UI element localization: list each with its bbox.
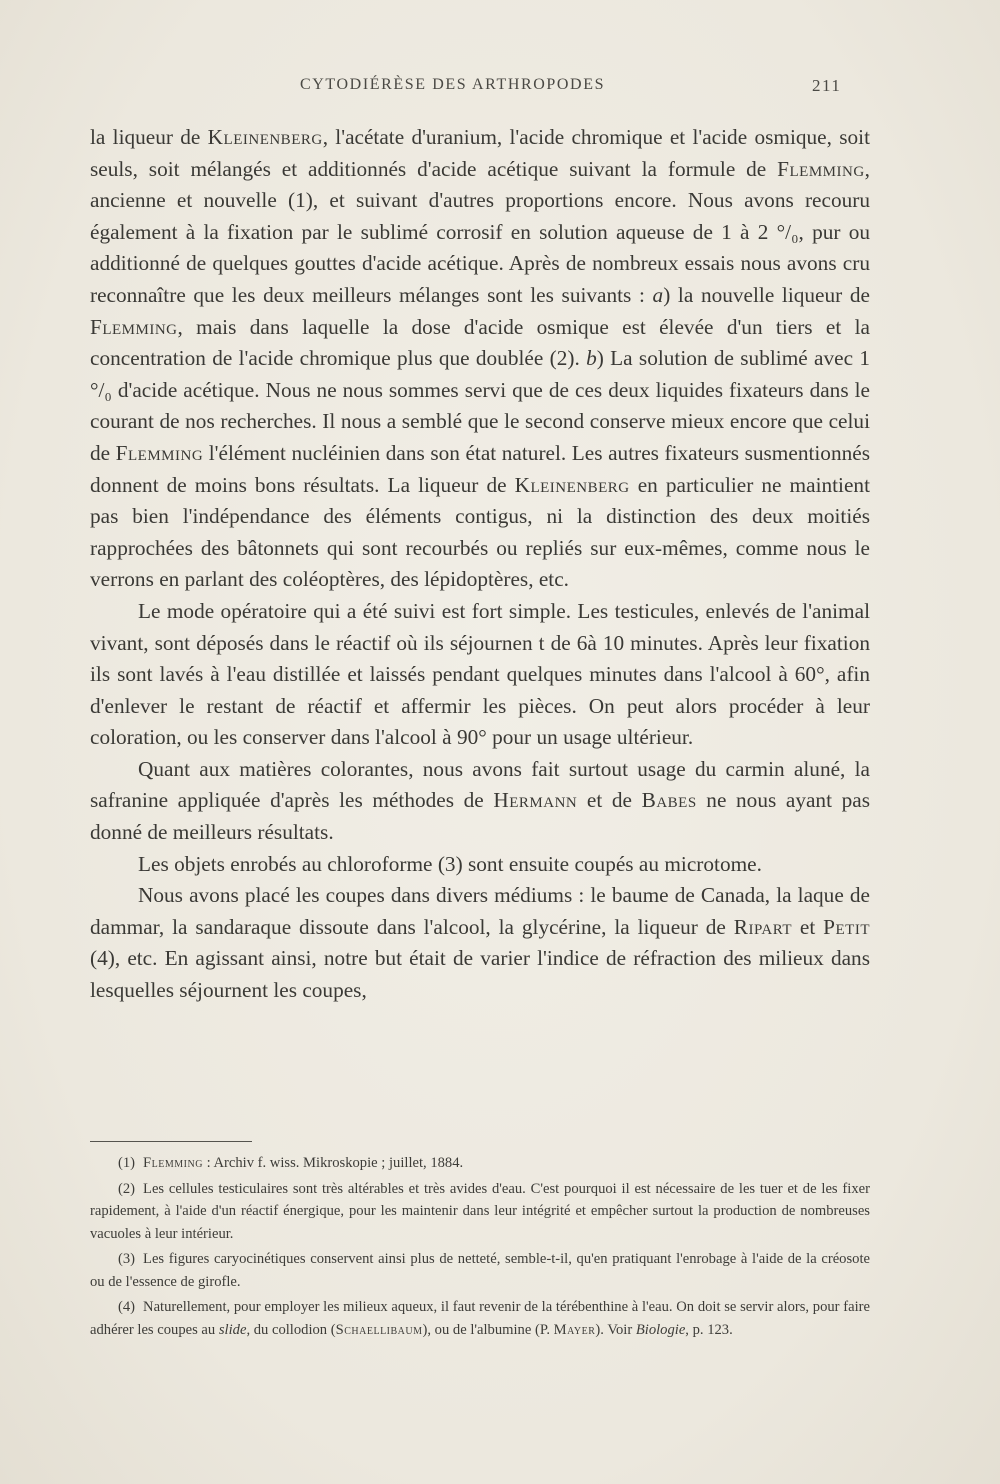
author-name: Mayer — [553, 1321, 596, 1338]
body-text — [90, 122, 870, 1007]
footnote-mark: (3) — [118, 1251, 136, 1267]
footnote-4: (4) Naturellement, pour employer les milieux aqueux, il faut revenir de la térébenthine à l'eau. On doit se servir alors, pour faire adhérer les coupes au slide, du collodion (Schaellibaum), ou de l'albumine (P. Mayer). Voir Biologie, p. 123. — [90, 1299, 870, 1338]
footnote-1: (1) Flemming : Archiv f. wiss. Mikroskopie ; juillet, 1884. — [118, 1155, 464, 1171]
author-name: Schaellibaum — [335, 1321, 423, 1338]
footnote-mark: (4) — [118, 1299, 136, 1315]
item-marker: b — [586, 346, 597, 371]
paragraph-5: Nous avons placé les coupes dans divers médiums : le baume de Canada, la laque de dammar, la sandaraque dissoute dans l'alcool, la glycérine, la liqueur de Ripart et Petit (4), etc. En agissant ainsi, notre but était de varier l'indice de réfraction des milieux dans lesquelles séjournent les coupes, — [90, 883, 870, 1003]
author-name: Babes — [641, 788, 697, 813]
running-head: CYTODIÉRÈSE DES ARTHROPODES — [300, 76, 606, 93]
footnote-3: (3) Les figures caryocinétiques conservent ainsi plus de netteté, semble-t-il, qu'en pratiquant l'enrobage à l'aide de la créosote ou de l'essence de girofle. — [90, 1251, 870, 1290]
paragraph-1: la liqueur de Kleinenberg, l'acétate d'uranium, l'acide chromique et l'acide osmique, soit seuls, soit mélangés et additionnés d'acide acétique suivant la formule de Flemming, ancienne et nouvelle (1), et suivant d'autres proportions encore. Nous avons recouru également à la fixation par le sublimé corrosif en solution aqueuse de 1 à 2 °/₀, pur ou additionné de quelques gouttes d'acide acétique. Après de nombreux essais nous avons cru reconnaître que les deux meilleurs mélanges sont les suivants : a) la nouvelle liqueur de Flemming, mais dans laquelle la dose d'acide osmique est élevée d'un tiers et la concentration de l'acide chromique plus que doublée (2). b) La solution de sublimé avec 1 °/₀ d'acide acétique. Nous ne nous sommes servi que de ces deux liquides fixateurs dans le courant de nos recherches. Il nous a semblé que le second conserve mieux encore que celui de Flemming l'élément nucléinien dans son état naturel. Les autres fixateurs susmentionnés donnent de moins bons résultats. La liqueur de Kleinenberg en particulier ne maintient pas bien l'indépendance des éléments contigus, ni la distinction des deux moitiés rapprochées des bâtonnets qui sont recourbés ou repliés sur eux-mêmes, comme nous le verrons en parlant des coléoptères, des lépidoptères, etc. — [90, 125, 870, 592]
italic-term: Biologie — [635, 1321, 686, 1338]
author-name: Hermann — [493, 788, 578, 813]
footnote-rule — [90, 1141, 252, 1142]
footnotes — [90, 1152, 870, 1341]
author-name: Kleinenberg — [514, 472, 630, 497]
author-name: Petit — [823, 914, 870, 939]
author-name: Flemming — [90, 314, 178, 339]
author-name: Kleinenberg — [207, 125, 323, 149]
author-name: Flemming — [777, 156, 865, 181]
italic-term: slide — [218, 1321, 247, 1338]
author-name: Flemming — [143, 1155, 203, 1171]
footnote-mark: (1) — [118, 1155, 136, 1171]
author-name: Flemming — [115, 440, 204, 465]
author-name: Ripart — [733, 914, 793, 939]
paragraph-2: Le mode opératoire qui a été suivi est fort simple. Les testicules, enlevés de l'animal vivant, sont déposés dans le réactif où ils séjournen t de 6à 10 minutes. Après leur fixation ils sont lavés à l'eau distillée et laissés pendant quelques minutes dans l'alcool à 60°, afin d'enlever le restant de réactif et affermir les pièces. On peut alors procéder à leur coloration, ou les conserver dans l'alcool à 90° pour un usage ultérieur. — [90, 598, 870, 750]
page-number: 211 — [812, 76, 842, 95]
paragraph-4: Les objets enrobés au chloroforme (3) sont ensuite coupés au microtome. — [138, 851, 762, 876]
paragraph-3: Quant aux matières colorantes, nous avons fait surtout usage du carmin aluné, la safranine appliquée d'après les méthodes de Hermann et de Babes ne nous ayant pas donné de meilleurs résultats. — [90, 756, 871, 845]
footnote-mark: (2) — [118, 1180, 136, 1197]
footnote-2: (2) Les cellules testiculaires sont très altérables et très avides d'eau. C'est pourquoi il est nécessaire de les tuer et de les fixer rapidement, à l'aide d'un réactif énergique, pour les maintenir dans leur intégrité et empêcher surtout la production de nombreuses vacuoles à leur intérieur. — [90, 1180, 870, 1242]
item-marker: a — [652, 282, 664, 307]
